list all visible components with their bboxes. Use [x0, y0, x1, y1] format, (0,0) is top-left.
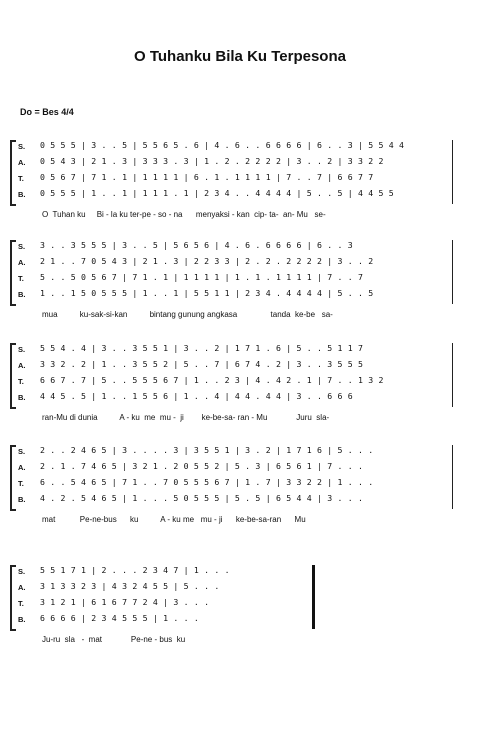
- voice-label: A.: [18, 463, 26, 472]
- system-bracket: [10, 343, 16, 409]
- voice-label: T.: [18, 479, 24, 488]
- notation-line: 0 5 4 3 | 2 1 . 3 | 3 3 3 . 3 | 1 . 2 . 2 2 2 2 | 3 . . 2 | 3 3 2 2: [40, 156, 384, 166]
- notation-line: 0 5 6 7 | 7 1 . 1 | 1 1 1 1 | 6 . 1 . 1 1 1 1 | 7 . . 7 | 6 6 7 7: [40, 172, 374, 182]
- system-bracket: [10, 445, 16, 511]
- lyrics-line: ran-Mu di dunia A - ku me mu - ji ke-be-sa- ran - Mu Juru sla-: [42, 413, 330, 422]
- notation-line: 4 4 5 . 5 | 1 . . 1 5 5 6 | 1 . . 4 | 4 4 . 4 4 | 3 . . 6 6 6: [40, 391, 353, 401]
- notation-line: 3 3 2 . 2 | 1 . . 3 5 5 2 | 5 . . 7 | 6 7 4 . 2 | 3 . . 3 5 5 5: [40, 359, 364, 369]
- voice-label: A.: [18, 361, 26, 370]
- voice-label: S.: [18, 447, 26, 456]
- voice-label: S.: [18, 567, 26, 576]
- voice-label: A.: [18, 158, 26, 167]
- notation-line: 5 5 1 7 1 | 2 . . . 2 3 4 7 | 1 . . .: [40, 565, 230, 575]
- voice-label: S.: [18, 345, 26, 354]
- notation-line: 2 1 . . 7 0 5 4 3 | 2 1 . 3 | 2 2 3 3 | 2 . 2 . 2 2 2 2 | 3 . . 2: [40, 256, 374, 266]
- system-end-barline: [452, 140, 453, 204]
- voice-label: B.: [18, 290, 26, 299]
- system-end-barline: [452, 240, 453, 304]
- system-end-barline: [452, 445, 453, 509]
- system-end-barline: [452, 343, 453, 407]
- notation-line: 0 5 5 5 | 3 . . 5 | 5 5 6 5 . 6 | 4 . 6 . . 6 6 6 6 | 6 . . 3 | 5 5 4 4: [40, 140, 405, 150]
- voice-label: B.: [18, 495, 26, 504]
- voice-label: S.: [18, 142, 26, 151]
- voice-label: A.: [18, 258, 26, 267]
- voice-label: T.: [18, 174, 24, 183]
- key-signature: Do = Bes 4/4: [20, 107, 74, 117]
- voice-label: A.: [18, 583, 26, 592]
- notation-line: 0 5 5 5 | 1 . . 1 | 1 1 1 . 1 | 2 3 4 . . 4 4 4 4 | 5 . . 5 | 4 4 5 5: [40, 188, 394, 198]
- system-bracket: [10, 140, 16, 206]
- notation-line: 1 . . 1 5 0 5 5 5 | 1 . . 1 | 5 5 1 1 | 2 3 4 . 4 4 4 4 | 5 . . 5: [40, 288, 374, 298]
- voice-label: S.: [18, 242, 26, 251]
- voice-label: B.: [18, 615, 26, 624]
- lyrics-line: mat Pe-ne-bus ku A - ku me mu - ji ke-be-sa-ran Mu: [42, 515, 306, 524]
- lyrics-line: O Tuhan ku Bi - la ku ter-pe - so - na menyaksi - kan cip- ta- an- Mu se-: [42, 210, 326, 219]
- voice-label: T.: [18, 377, 24, 386]
- notation-line: 3 1 2 1 | 6 1 6 7 7 2 4 | 3 . . .: [40, 597, 210, 607]
- notation-line: 4 . 2 . 5 4 6 5 | 1 . . . 5 0 5 5 5 | 5 . 5 | 6 5 4 4 | 3 . . .: [40, 493, 364, 503]
- notation-line: 5 5 4 . 4 | 3 . . 3 5 5 1 | 3 . . 2 | 1 7 1 . 6 | 5 . . 5 1 1 7: [40, 343, 364, 353]
- voice-label: B.: [18, 393, 26, 402]
- system-bracket: [10, 240, 16, 306]
- notation-line: 3 . . 3 5 5 5 | 3 . . 5 | 5 6 5 6 | 4 . 6 . 6 6 6 6 | 6 . . 3: [40, 240, 353, 250]
- voice-label: T.: [18, 274, 24, 283]
- notation-line: 6 6 6 6 | 2 3 4 5 5 5 | 1 . . .: [40, 613, 200, 623]
- lyrics-line: mua ku-sak-si-kan bintang gunung angkasa tanda ke-be sa-: [42, 310, 333, 319]
- notation-line: 6 . . 5 4 6 5 | 7 1 . . 7 0 5 5 5 6 7 | 1 . 7 | 3 3 2 2 | 1 . . .: [40, 477, 374, 487]
- notation-line: 2 . 1 . 7 4 6 5 | 3 2 1 . 2 0 5 5 2 | 5 . 3 | 6 5 6 1 | 7 . . .: [40, 461, 364, 471]
- notation-line: 5 . . 5 0 5 6 7 | 7 1 . 1 | 1 1 1 1 | 1 . 1 . 1 1 1 1 | 7 . . 7: [40, 272, 364, 282]
- notation-line: 6 6 7 . 7 | 5 . . 5 5 5 6 7 | 1 . . 2 3 | 4 . 4 2 . 1 | 7 . . 1 3 2: [40, 375, 384, 385]
- voice-label: B.: [18, 190, 26, 199]
- voice-label: T.: [18, 599, 24, 608]
- song-title: O Tuhanku Bila Ku Terpesona: [134, 48, 346, 65]
- system-bracket: [10, 565, 16, 631]
- notation-line: 2 . . 2 4 6 5 | 3 . . . . 3 | 3 5 5 1 | 3 . 2 | 1 7 1 6 | 5 . . .: [40, 445, 374, 455]
- notation-line: 3 1 3 3 2 3 | 4 3 2 4 5 5 | 5 . . .: [40, 581, 220, 591]
- system-end-barline: [312, 565, 315, 629]
- lyrics-line: Ju-ru sla - mat Pe-ne - bus ku: [42, 635, 186, 644]
